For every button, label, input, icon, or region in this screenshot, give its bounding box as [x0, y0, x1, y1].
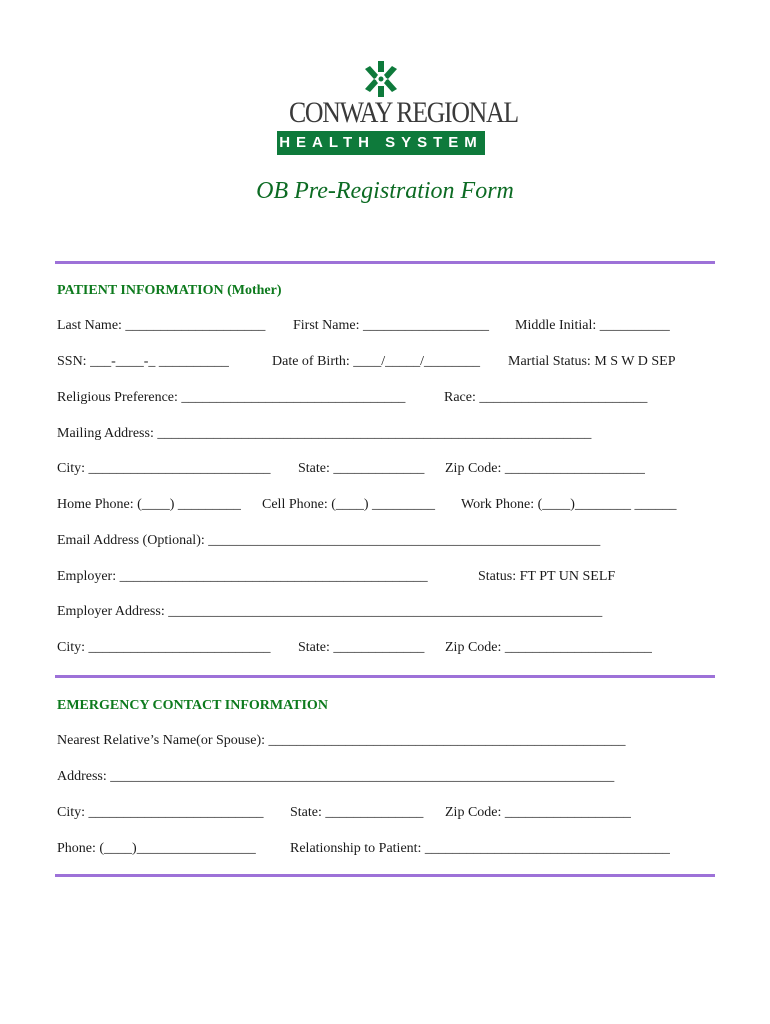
emergency-zip-code-field[interactable]: Zip Code: __________________: [445, 805, 631, 820]
first-name-field[interactable]: First Name: __________________: [293, 318, 489, 333]
section-divider-middle: [55, 675, 715, 678]
employer-state-field[interactable]: State: _____________: [298, 640, 425, 655]
emergency-address-field[interactable]: Address: ________________________________________________________________________: [57, 769, 615, 784]
emergency-city-field[interactable]: City: _________________________: [57, 805, 264, 820]
work-phone-field[interactable]: Work Phone: (____)________ ______: [461, 497, 677, 512]
city-field[interactable]: City: __________________________: [57, 461, 271, 476]
employer-address-field[interactable]: Employer Address: ______________________________________________________________: [57, 604, 603, 619]
conway-regional-logo: [270, 60, 518, 155]
section-divider-bottom: [55, 874, 715, 877]
state-field[interactable]: State: _____________: [298, 461, 425, 476]
employer-city-field[interactable]: City: __________________________: [57, 640, 271, 655]
home-phone-field[interactable]: Home Phone: (____) _________: [57, 497, 241, 512]
emergency-state-field[interactable]: State: ______________: [290, 805, 424, 820]
section-divider-top: [55, 261, 715, 264]
zip-code-field[interactable]: Zip Code: ____________________: [445, 461, 645, 476]
email-address-field[interactable]: Email Address (Optional): ________________________________________________________: [57, 533, 601, 548]
logo-name: CONWAY REGIONAL: [288, 96, 518, 129]
religious-preference-field[interactable]: Religious Preference: ________________________________: [57, 390, 406, 405]
race-field[interactable]: Race: ________________________: [444, 390, 648, 405]
logo-subtitle: HEALTH SYSTEM: [277, 131, 485, 155]
employment-status-field[interactable]: Status: FT PT UN SELF: [478, 569, 616, 584]
snowflake-asterisk-icon: [362, 60, 400, 98]
patient-information-heading: PATIENT INFORMATION (Mother): [57, 283, 282, 298]
emergency-phone-field[interactable]: Phone: (____)_________________: [57, 841, 256, 856]
employer-zip-code-field[interactable]: Zip Code: _____________________: [445, 640, 652, 655]
cell-phone-field[interactable]: Cell Phone: (____) _________: [262, 497, 436, 512]
marital-status-field[interactable]: Martial Status: M S W D SEP: [508, 354, 676, 369]
middle-initial-field[interactable]: Middle Initial: __________: [515, 318, 670, 333]
relationship-to-patient-field[interactable]: Relationship to Patient: ___________________________________: [290, 841, 670, 856]
ssn-field[interactable]: SSN: ___-____-_ __________: [57, 354, 229, 369]
date-of-birth-field[interactable]: Date of Birth: ____/_____/________: [272, 354, 481, 369]
form-title: OB Pre-Registration Form: [256, 178, 514, 204]
employer-field[interactable]: Employer: ____________________________________________: [57, 569, 428, 584]
mailing-address-field[interactable]: Mailing Address: ______________________________________________________________: [57, 426, 592, 441]
last-name-field[interactable]: Last Name: ____________________: [57, 318, 266, 333]
emergency-contact-heading: EMERGENCY CONTACT INFORMATION: [57, 698, 328, 713]
nearest-relative-field[interactable]: Nearest Relative’s Name(or Spouse): ___________________________________________________: [57, 733, 626, 748]
